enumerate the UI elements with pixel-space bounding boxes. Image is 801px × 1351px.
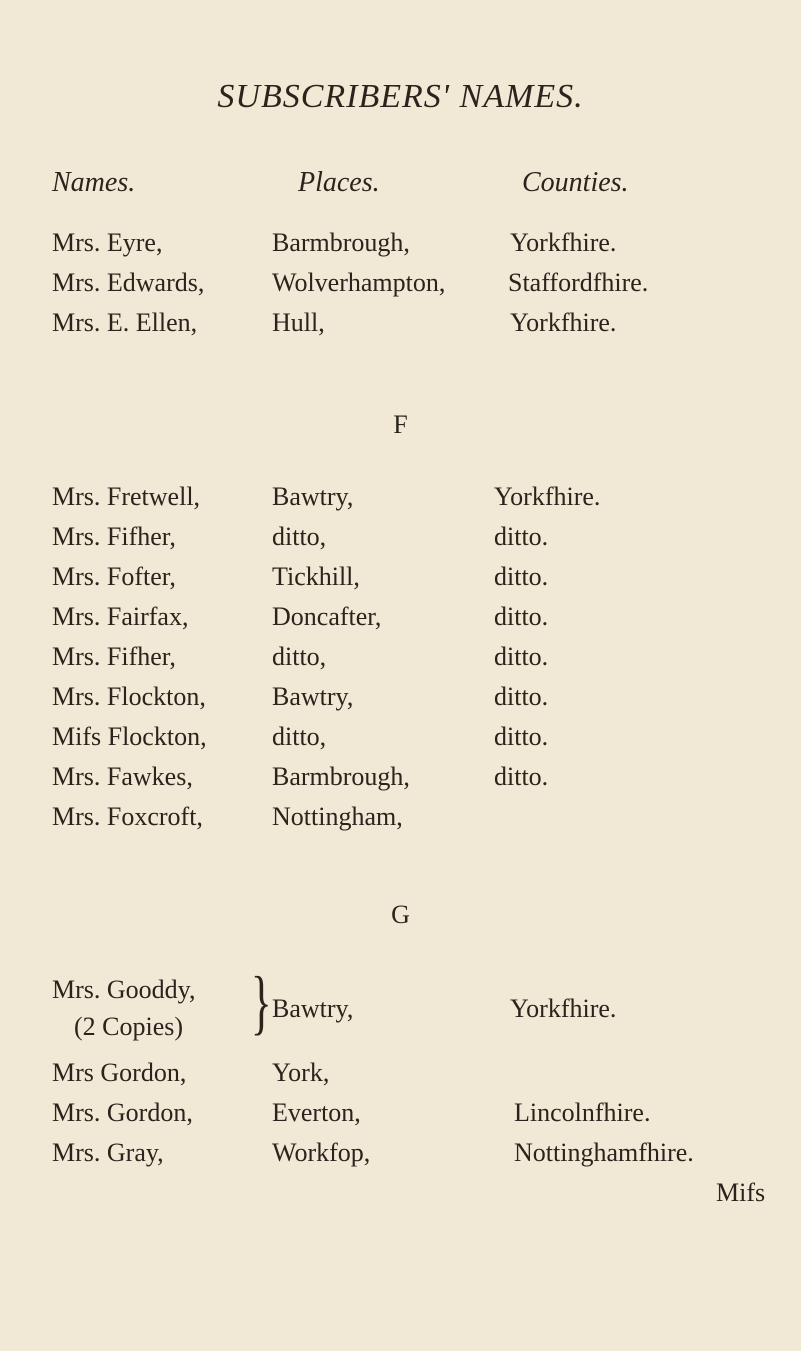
subscriber-name: Mrs. Fairfax, xyxy=(52,602,189,631)
subscriber-county: Staffordfhire. xyxy=(508,268,649,297)
list-item xyxy=(0,562,801,602)
page-title: SUBSCRIBERS' NAMES. xyxy=(217,78,584,115)
subscriber-place: Bawtry, xyxy=(272,994,354,1023)
subscriber-place: Nottingham, xyxy=(272,802,403,831)
subscriber-place: Barmbrough, xyxy=(272,762,410,791)
header-names: Names. xyxy=(52,167,136,198)
subscriber-name: Mrs. Fofter, xyxy=(52,562,176,591)
subscriber-place: Workfop, xyxy=(272,1138,371,1167)
list-item xyxy=(0,268,801,308)
subscriber-place: ditto, xyxy=(272,722,327,751)
subscriber-county: ditto. xyxy=(494,602,549,631)
subscriber-county: Yorkfhire. xyxy=(510,308,617,337)
list-item xyxy=(0,762,801,802)
subscriber-county: ditto. xyxy=(494,722,549,751)
subscriber-place: Hull, xyxy=(272,308,325,337)
list-item xyxy=(0,722,801,762)
subscriber-place: Bawtry, xyxy=(272,482,354,511)
subscriber-place: Wolverhampton, xyxy=(272,268,446,297)
section-letter-g: G xyxy=(391,900,410,929)
subscriber-county: ditto. xyxy=(494,642,549,671)
subscriber-county: Yorkfhire. xyxy=(510,994,617,1023)
list-item xyxy=(0,482,801,522)
subscriber-place: Barmbrough, xyxy=(272,228,410,257)
subscriber-name: Mrs. Gray, xyxy=(52,1138,164,1167)
list-item xyxy=(0,1058,801,1098)
list-item xyxy=(0,1098,801,1138)
subscriber-name: Mrs. Fawkes, xyxy=(52,762,193,791)
subscriber-county: ditto. xyxy=(494,682,549,711)
subscriber-name: Mrs. Fretwell, xyxy=(52,482,201,511)
subscriber-county: Lincolnfhire. xyxy=(514,1098,651,1127)
subscriber-name: Mrs. Edwards, xyxy=(52,268,205,297)
subscriber-place: ditto, xyxy=(272,642,327,671)
subscriber-place: Tickhill, xyxy=(272,562,360,591)
subscriber-county: Nottinghamfhire. xyxy=(514,1138,694,1167)
subscriber-name: Mrs. Foxcroft, xyxy=(52,802,203,831)
header-places: Places. xyxy=(298,167,380,198)
subscriber-place: Bawtry, xyxy=(272,682,354,711)
subscriber-name: Mrs Gordon, xyxy=(52,1058,187,1087)
subscriber-name: Mrs. Fifher, xyxy=(52,522,176,551)
subscriber-place: Everton, xyxy=(272,1098,361,1127)
list-item xyxy=(0,522,801,562)
subscriber-name: Mrs. Flockton, xyxy=(52,682,206,711)
subscriber-place: Doncafter, xyxy=(272,602,382,631)
subscriber-county: ditto. xyxy=(494,762,549,791)
catchword: Mifs xyxy=(716,1178,766,1207)
subscriber-county: Yorkfhire. xyxy=(510,228,617,257)
list-item xyxy=(0,1138,801,1178)
subscriber-name: Mifs Flockton, xyxy=(52,722,207,751)
subscriber-county: Yorkfhire. xyxy=(494,482,601,511)
subscriber-name: Mrs. E. Ellen, xyxy=(52,308,198,337)
list-item xyxy=(0,682,801,722)
subscriber-name: Mrs. Gordon, xyxy=(52,1098,193,1127)
subscriber-name: Mrs. Fifher, xyxy=(52,642,176,671)
subscriber-county: ditto. xyxy=(494,562,549,591)
subscriber-name: Mrs. Gooddy, xyxy=(52,975,196,1004)
list-item xyxy=(0,802,801,842)
subscriber-place: ditto, xyxy=(272,522,327,551)
list-item xyxy=(0,602,801,642)
brace-glyph: } xyxy=(250,962,272,1042)
list-item xyxy=(0,228,801,268)
list-item xyxy=(0,642,801,682)
subscriber-name: Mrs. Eyre, xyxy=(52,228,163,257)
section-letter-f: F xyxy=(393,410,408,439)
header-counties: Counties. xyxy=(522,167,629,198)
list-item xyxy=(0,308,801,348)
list-item xyxy=(0,994,801,1034)
copies-note: (2 Copies) xyxy=(74,1012,184,1041)
subscriber-county: ditto. xyxy=(494,522,549,551)
subscriber-place: York, xyxy=(272,1058,330,1087)
